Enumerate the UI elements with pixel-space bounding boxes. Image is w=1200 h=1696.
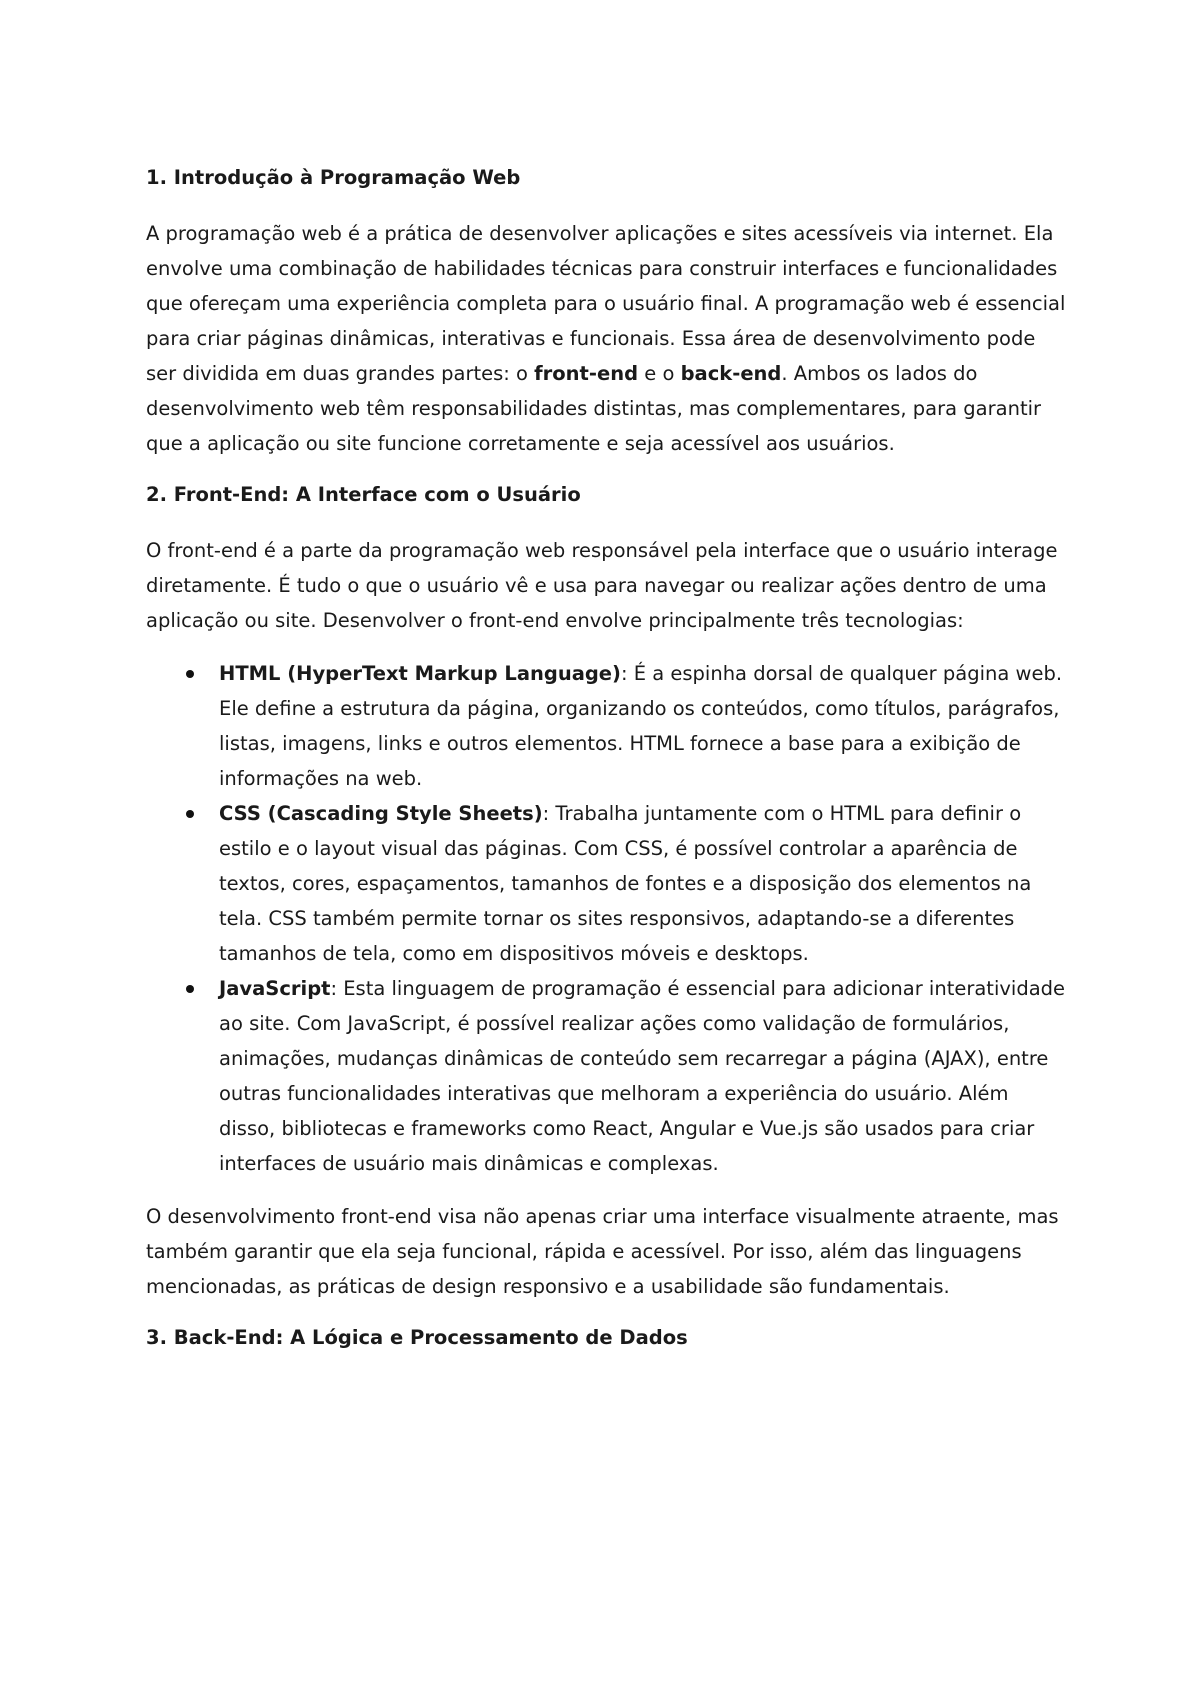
list-item-html (146, 656, 1066, 796)
section-2-closing: O desenvolvimento front-end visa não apenas criar uma interface visualmente atraente, mas também garantir que ela seja funcional, rápida e acessível. Por isso, além das linguagens mencionadas, as práticas de design responsivo e a usabilidade são fundamentais. (146, 1205, 1059, 1298)
section-1-heading: 1. Introdução à Programação Web (146, 166, 521, 189)
back-end-term: back-end (680, 362, 782, 385)
section-1-text-b: e o (638, 362, 681, 385)
list-item-term: HTML (HyperText Markup Language) (219, 662, 621, 685)
section-1-text-a: A programação web é a prática de desenvolver aplicações e sites acessíveis via internet. Ela envolve uma combinação de habilidades técnicas para construir interfaces e funcionalidades que ofereçam uma experiência completa para o usuário final. A programação web é essencial para criar páginas dinâmicas, interativas e funcionais. Essa área de desenvolvimento pode ser dividida em duas grandes partes: o (146, 222, 1066, 385)
bullet-icon (186, 810, 194, 818)
list-item-term: CSS (Cascading Style Sheets) (219, 802, 543, 825)
list-item-term: JavaScript (219, 977, 331, 1000)
document-page (146, 162, 1066, 1354)
front-end-term: front-end (534, 362, 639, 385)
section-2-intro: O front-end é a parte da programação web responsável pela interface que o usuário interage diretamente. É tudo o que o usuário vê e usa para navegar ou realizar ações dentro de uma aplicação ou site. Desenvolver o front-end envolve principalmente três tecnologias: (146, 539, 1058, 632)
list-item-text: : É a espinha dorsal de qualquer página web. Ele define a estrutura da página, organizando os conteúdos, como títulos, parágrafos, listas, imagens, links e outros elementos. HTML fornece a base para a exibição de informações na web. (219, 662, 1063, 790)
section-1-text-c: . Ambos os lados do desenvolvimento web têm responsabilidades distintas, mas complementares, para garantir que a aplicação ou site funcione corretamente e seja acessível aos usuários. (146, 362, 1042, 455)
list-item-text: : Trabalha juntamente com o HTML para definir o estilo e o layout visual das páginas. Com CSS, é possível controlar a aparência de textos, cores, espaçamentos, tamanhos de fontes e a disposição dos elementos na tela. CSS também permite tornar os sites responsivos, adaptando-se a diferentes tamanhos de tela, como em dispositivos móveis e desktops. (219, 802, 1032, 965)
bullet-icon (186, 985, 194, 993)
section-2-heading: 2. Front-End: A Interface com o Usuário (146, 483, 581, 506)
bullet-icon (186, 670, 194, 678)
list-item-javascript (146, 971, 1066, 1181)
list-item-css (146, 796, 1066, 971)
list-item-text: : Esta linguagem de programação é essencial para adicionar interatividade ao site. Com JavaScript, é possível realizar ações como validação de formulários, animações, mudanças dinâmicas de conteúdo sem recarregar a página (AJAX), entre outras funcionalidades interativas que melhoram a experiência do usuário. Além disso, bibliotecas e frameworks como React, Angular e Vue.js são usados para criar interfaces de usuário mais dinâmicas e complexas. (219, 977, 1066, 1175)
technology-list (146, 656, 1066, 1181)
section-3-heading: 3. Back-End: A Lógica e Processamento de Dados (146, 1326, 688, 1349)
section-1-paragraph (146, 216, 1066, 461)
